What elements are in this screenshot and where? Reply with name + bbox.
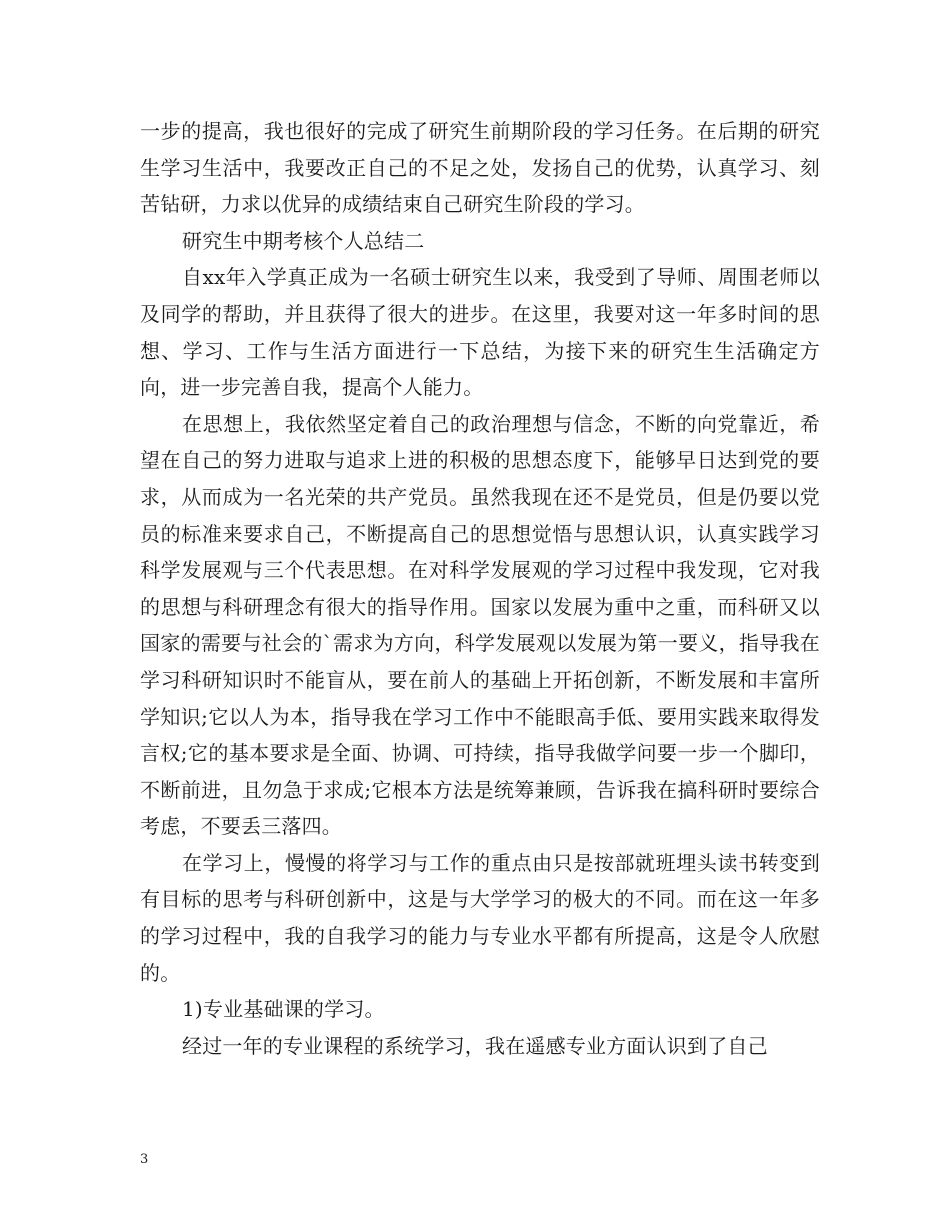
paragraph-continuation: 一步的提高，我也很好的完成了研究生前期阶段的学习任务。在后期的研究生学习生活中，我要改正自己的不足之处，发扬自己的优势，认真学习、刻苦钻研，力求以优异的成绩结束自己研究生阶段的学习。 — [140, 119, 820, 217]
paragraph-thought: 在思想上，我依然坚定着自己的政治理想与信念，不断的向党靠近，希望在自己的努力进取与追求上进的积极的思想态度下，能够早日达到党的要求，从而成为一名光荣的共产党员。虽然我现在还不是党员，但是仍要以党员的标准来要求自己，不断提高自己的思想觉悟与思想认识，认真实践学习科学发展观与三个代表思想。在对科学发展观的学习过程中我发现，它对我的思想与科研理念有很大的指导作用。国家以发展为重中之重，而科研又以国家的需要与社会的`需求为方向，科学发展观以发展为第一要义，指导我在学习科研知识时不能盲从，要在前人的基础上开拓创新，不断发展和丰富所学知识;它以人为本，指导我在学习工作中不能眼高手低、要用实践来取得发言权;它的基本要求是全面、协调、可持续，指导我做学问要一步一个脚印，不断前进，且勿急于求成;它根本方法是统筹兼顾，告诉我在搞科研时要综合考虑，不要丢三落四。 — [140, 411, 820, 839]
paragraph-study: 在学习上，慢慢的将学习与工作的重点由只是按部就班埋头读书转变到有目标的思考与科研创新中，这是与大学学习的极大的不同。而在这一年多的学习过程中，我的自我学习的能力与专业水平都有所提高，这是令人欣慰的。 — [140, 850, 820, 985]
paragraph-course: 经过一年的专业课程的系统学习，我在遥感专业方面认识到了自己 — [182, 1033, 768, 1058]
paragraph-intro: 自xx年入学真正成为一名硕士研究生以来，我受到了导师、周围老师以及同学的帮助，并且获得了很大的进步。在这里，我要对这一年多时间的思想、学习、工作与生活方面进行一下总结，为接下来的研究生生活确定方向，进一步完善自我，提高个人能力。 — [140, 265, 820, 400]
document-body — [140, 113, 820, 1064]
section-heading: 研究生中期考核个人总结二 — [182, 228, 425, 253]
list-item-heading: 1)专业基础课的学习。 — [182, 997, 385, 1022]
page-number: 3 — [140, 1152, 149, 1167]
